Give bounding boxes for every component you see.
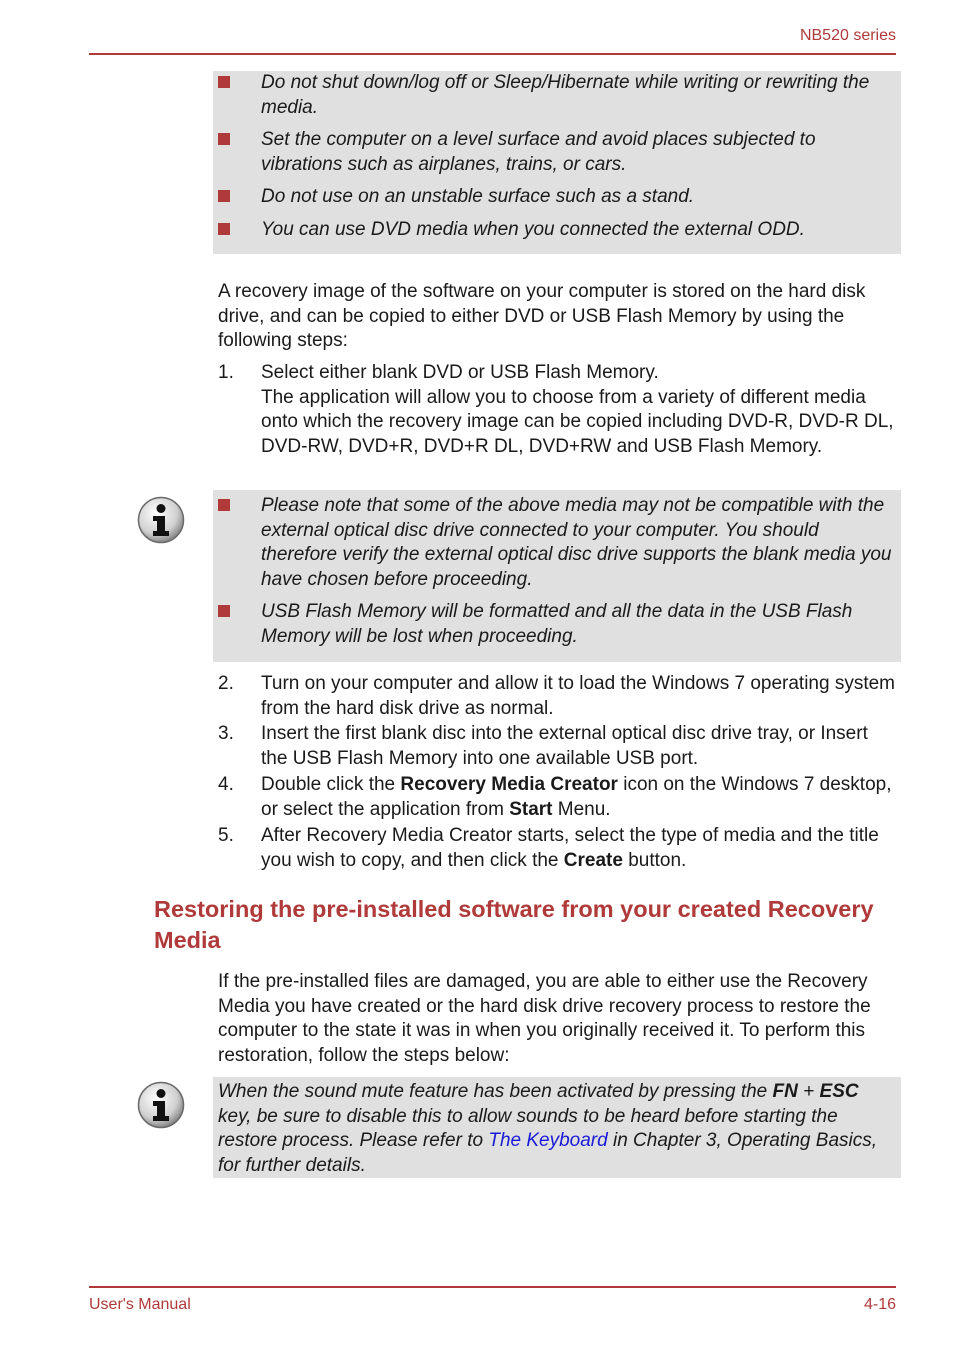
step-number: 1.: [218, 362, 234, 383]
start-label: Start: [509, 798, 553, 820]
step-1-text: Select either blank DVD or USB Flash Memory.: [261, 362, 659, 383]
square-bullet-icon: [218, 190, 230, 202]
recovery-media-creator-label: Recovery Media Creator: [400, 774, 618, 795]
square-bullet-icon: [218, 76, 230, 88]
info-item-text: USB Flash Memory will be formatted and all the data in the USB Flash Memory will be lost when proceeding.: [261, 601, 853, 647]
step-text: [261, 361, 898, 459]
footer-rule: [89, 1286, 896, 1288]
caution-item-text: Do not use on an unstable surface such as a stand.: [261, 186, 695, 207]
section-heading: Restoring the pre-installed software from your created Recovery Media: [154, 896, 874, 953]
footer-page-number: 4-16: [863, 1296, 896, 1313]
header-series: NB520 series: [799, 27, 896, 44]
keyboard-link[interactable]: The Keyboard: [488, 1130, 608, 1151]
info-item-text: Please note that some of the above media may not be compatible with the external optical disc drive connected to your computer. You should therefore verify the external optical disc drive supports the blank media you have chosen before proceeding.: [261, 495, 892, 590]
create-label: Create: [563, 849, 623, 871]
caution-box: [213, 71, 901, 254]
info-box-2: [213, 1077, 901, 1178]
section-paragraph: If the pre-installed files are damaged, you are able to either use the Recovery Media you have created or the hard disk drive recovery process to restore the computer to the state it was in when you originally received it. To perform this restoration, follow the steps below:: [218, 971, 871, 1066]
intro-paragraph: A recovery image of the software on your computer is stored on the hard disk drive, and can be copied to either DVD or USB Flash Memory by using the following steps:: [218, 281, 866, 351]
square-bullet-icon: [218, 133, 230, 145]
step-text: Turn on your computer and allow it to load the Windows 7 operating system from the hard disk drive as normal.: [261, 673, 896, 719]
footer-manual: User's Manual: [89, 1296, 191, 1313]
square-bullet-icon: [218, 499, 230, 511]
square-bullet-icon: [218, 605, 230, 617]
header-rule: [89, 53, 896, 55]
step-text: Double click the Recovery Media Creator icon on the Windows 7 desktop, or select the application from Start Menu.: [261, 774, 892, 820]
fn-key-label: FN: [772, 1081, 798, 1102]
step-text: After Recovery Media Creator starts, select the type of media and the title you wish to copy, and then click the Create button.: [261, 825, 879, 871]
step-number: 3.: [218, 723, 234, 744]
info-icon: [137, 1081, 185, 1129]
esc-key-label: ESC: [819, 1081, 859, 1102]
step-number: 4.: [218, 774, 234, 795]
caution-item-text: Set the computer on a level surface and avoid places subjected to vibrations such as airplanes, trains, or cars.: [261, 129, 816, 175]
step-number: 5.: [218, 825, 234, 846]
caution-item-text: Do not shut down/log off or Sleep/Hibernate while writing or rewriting the media.: [261, 72, 870, 118]
info-box-2-text: When the sound mute feature has been activated by pressing the FN + ESC key, be sure to disable this to allow sounds to be heard before starting the restore process. Please refer to The Keyboard in Chapter 3, Operating Basics, for further details.: [218, 1081, 878, 1176]
step-text: Insert the first blank disc into the external optical disc drive tray, or Insert the USB Flash Memory into one available USB port.: [261, 723, 868, 769]
info-icon: [137, 496, 185, 544]
step-number: 2.: [218, 673, 234, 694]
step-1-detail: The application will allow you to choose from a variety of different media onto which the recovery image can be copied including DVD-R, DVD-R DL, DVD-RW, DVD+R, DVD+R DL, DVD+RW and USB Flash Memory.: [261, 386, 894, 457]
square-bullet-icon: [218, 223, 230, 235]
caution-item-text: You can use DVD media when you connected the external ODD.: [261, 219, 805, 240]
info-box-1: [213, 490, 901, 662]
